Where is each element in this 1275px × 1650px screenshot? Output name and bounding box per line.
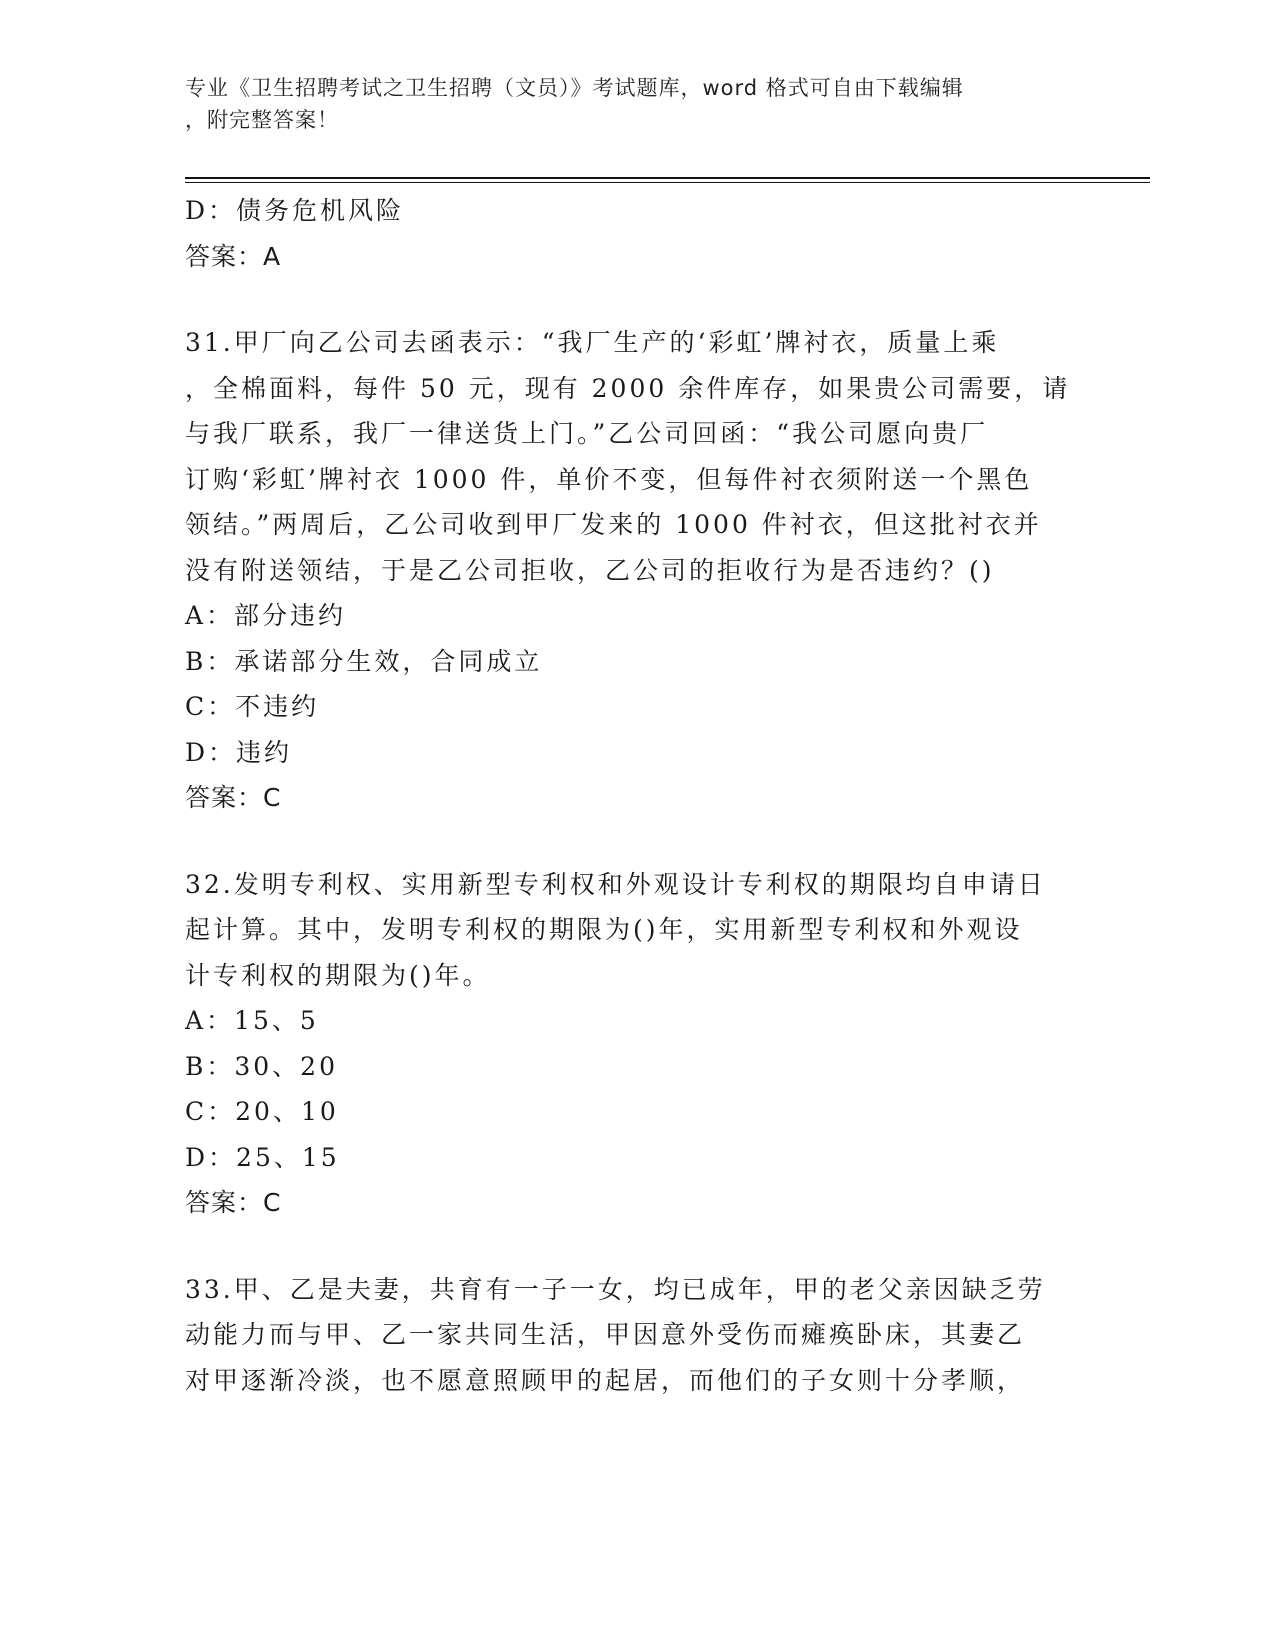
header-line-1: 专业《卫生招聘考试之卫生招聘（文员）》考试题库，word 格式可自由下载编辑 xyxy=(185,76,964,100)
question-text-line: ，全棉面料，每件 50 元，现有 2000 余件库存，如果贵公司需要，请 xyxy=(185,373,1071,403)
option-c: C：20、10 xyxy=(185,1097,339,1126)
question-32 xyxy=(185,862,1085,1226)
header-divider xyxy=(185,177,1150,183)
option-b: B：承诺部分生效，合同成立 xyxy=(185,646,543,676)
option-d: D：违约 xyxy=(185,737,293,767)
previous-question-tail xyxy=(185,188,1085,279)
question-31 xyxy=(185,320,1085,821)
question-content xyxy=(185,188,1085,1403)
question-text-line: 动能力而与甲、乙一家共同生活，甲因意外受伤而瘫痪卧床，其妻乙 xyxy=(185,1320,1026,1349)
option-c: C：不违约 xyxy=(185,692,320,721)
question-text-line: 与我厂联系，我厂一律送货上门。”乙公司回函：“我公司愿向贵厂 xyxy=(185,419,989,448)
option-a: A：部分违约 xyxy=(185,601,347,630)
answer: 答案：A xyxy=(185,241,282,271)
question-text-line: 对甲逐渐冷淡，也不愿意照顾甲的起居，而他们的子女则十分孝顺， xyxy=(185,1365,1026,1395)
question-text-line: 订购‘彩虹’牌衬衣 1000 件，单价不变，但每件衬衣须附送一个黑色 xyxy=(185,464,1033,494)
question-33 xyxy=(185,1267,1085,1404)
question-text-line: 没有附送领结，于是乙公司拒收，乙公司的拒收行为是否违约？() xyxy=(185,555,995,585)
question-text-line: 计专利权的期限为()年。 xyxy=(185,960,491,990)
answer: 答案：C xyxy=(185,1188,282,1217)
question-text-line: 33.甲、乙是夫妻，共育有一子一女，均已成年，甲的老父亲因缺乏劳 xyxy=(185,1274,1046,1304)
option-d: D：债务危机风险 xyxy=(185,196,405,225)
header-line-2: ，附完整答案！ xyxy=(185,108,339,132)
option-b: B：30、20 xyxy=(185,1051,338,1081)
answer: 答案：C xyxy=(185,783,282,812)
page-header xyxy=(185,72,1065,136)
question-text-line: 31.甲厂向乙公司去函表示：“我厂生产的‘彩虹’牌衬衣，质量上乘 xyxy=(185,328,1000,357)
question-text-line: 起计算。其中，发明专利权的期限为()年，实用新型专利权和外观设 xyxy=(185,915,1023,944)
option-d: D：25、15 xyxy=(185,1142,340,1172)
question-text-line: 32.发明专利权、实用新型专利权和外观设计专利权的期限均自申请日 xyxy=(185,869,1046,899)
option-a: A：15、5 xyxy=(185,1006,319,1035)
question-text-line: 领结。”两周后，乙公司收到甲厂发来的 1000 件衬衣，但这批衬衣并 xyxy=(185,510,1042,539)
